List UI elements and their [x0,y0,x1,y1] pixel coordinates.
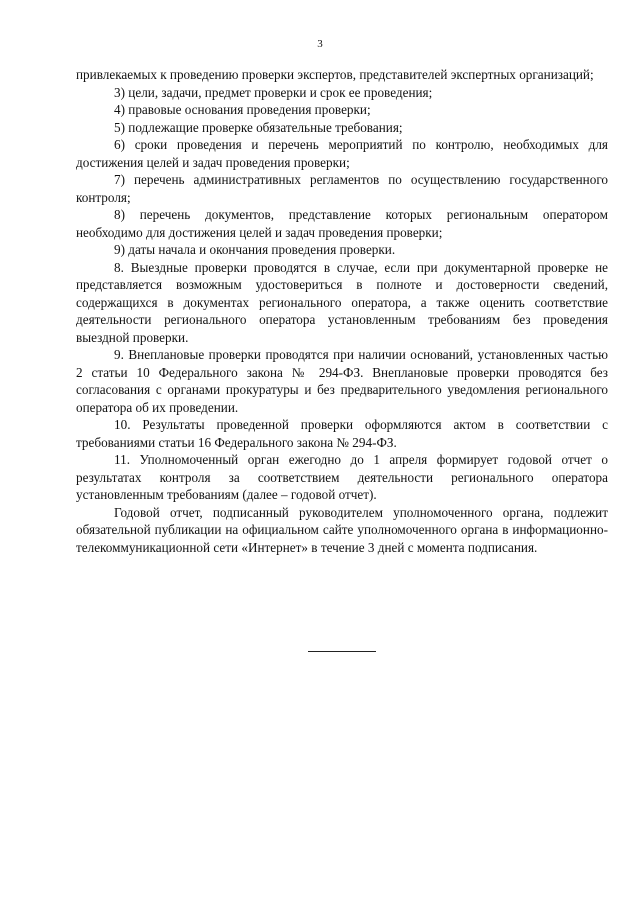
paragraph-item-8-list: 8) перечень документов, представление которых региональным оператором необходимо для достижения целей и задач проведения проверки; [76,207,608,240]
page-number: 3 [317,38,323,50]
paragraph-item-7: 7) перечень административных регламентов по осуществлению государственного контроля; [76,172,608,205]
paragraph-item-9-list: 9) даты начала и окончания проведения проверки. [114,242,396,257]
paragraph-clause-8: 8. Выездные проверки проводятся в случае, если при документарной проверке не представляется возможным удостовериться в полноте и достоверности сведений, содержащихся в документах регионального оператора, а также оценить соответствие деятельности регионального оператора установленным требованиям без проведения выездной проверки. [76,259,608,345]
paragraph-item-3: 3) цели, задачи, предмет проверки и срок ее проведения; [114,84,433,100]
paragraph-item-5: 5) подлежащие проверке обязательные требования; [114,119,403,135]
paragraph-continuation: привлекаемых к проведению проверки экспертов, представителей экспертных организаций; [76,67,594,82]
paragraph-clause-11: 11. Уполномоченный орган ежегодно до 1 апреля формирует годовой отчет о результатах контроля за соответствием деятельности регионального оператора установленным требованиям (далее – годовой отчет). [76,452,608,502]
document-body [76,66,608,556]
paragraph-item-4: 4) правовые основания проведения проверки; [114,102,371,117]
closing-divider [308,651,376,652]
paragraph-clause-9: 9. Внеплановые проверки проводятся при наличии оснований, установленных частью 2 статьи 10 Федерального закона № 294-ФЗ. Внеплановые проверки проводятся без согласования с органами прокуратуры и без предварительного уведомления регионального оператора об их проведении. [76,347,608,415]
paragraph-item-6: 6) сроки проведения и перечень мероприятий по контролю, необходимых для достижения целей и задач проведения проверки; [76,137,608,170]
paragraph-annual-report: Годовой отчет, подписанный руководителем уполномоченного органа, подлежит обязательной публикации на официальном сайте уполномоченного органа в информационно-телекоммуникационной сети «Интернет» в течение 3 дней с момента подписания. [76,504,608,555]
paragraph-clause-10: 10. Результаты проведенной проверки оформляются актом в соответствии с требованиями статьи 16 Федерального закона № 294-ФЗ. [76,417,608,450]
